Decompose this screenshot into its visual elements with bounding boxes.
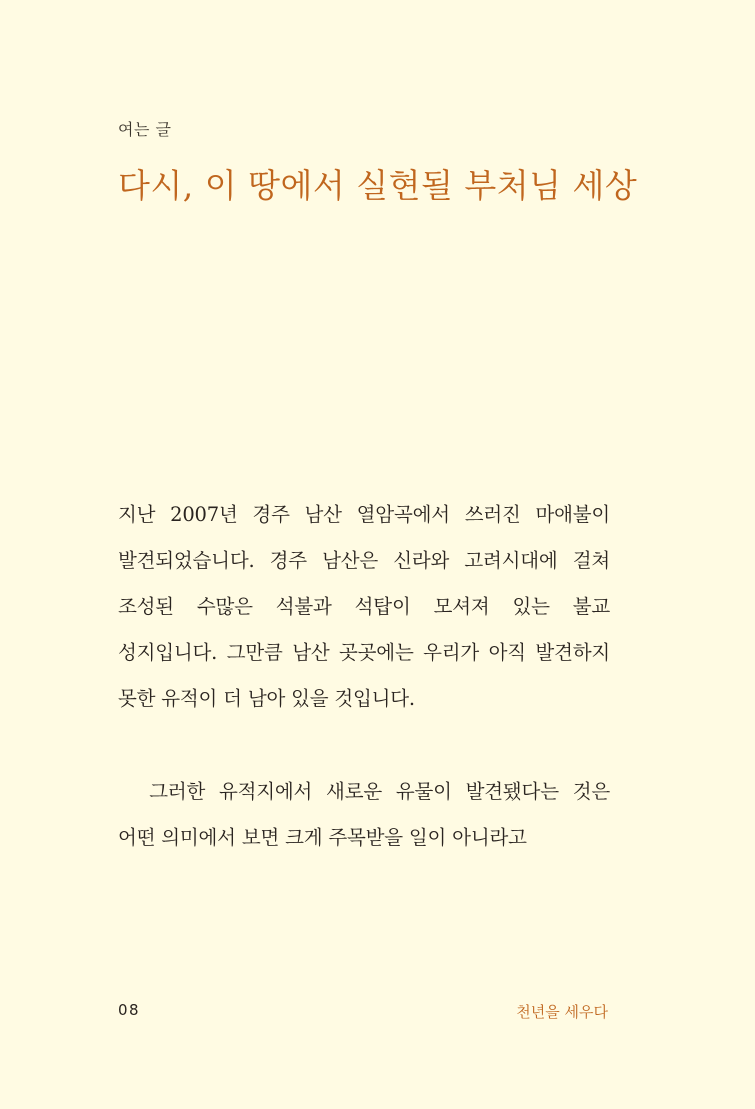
paragraph-2: 그러한 유적지에서 새로운 유물이 발견됐다는 것은 어떤 의미에서 보면 크게 주목받을 일이 아니라고: [118, 780, 610, 849]
paragraph-1: 지난 2007년 경주 남산 열암곡에서 쓰러진 마애불이 발견되었습니다. 경주 남산은 신라와 고려시대에 걸쳐 조성된 수많은 석불과 석탑이 모셔져 있는 불교 성지입니다. 그만큼 남산 곳곳에는 우리가 아직 발견하지 못한 유적이 더 남아 있을 것입니다.: [118, 503, 610, 710]
chapter-title: 다시, 이 땅에서 실현될 부처님 세상: [118, 166, 638, 205]
body-text: [118, 492, 610, 861]
section-label: 여는 글: [118, 120, 172, 139]
page-number: 08: [118, 1001, 141, 1019]
running-title: 천년을 세우다: [516, 1003, 608, 1021]
